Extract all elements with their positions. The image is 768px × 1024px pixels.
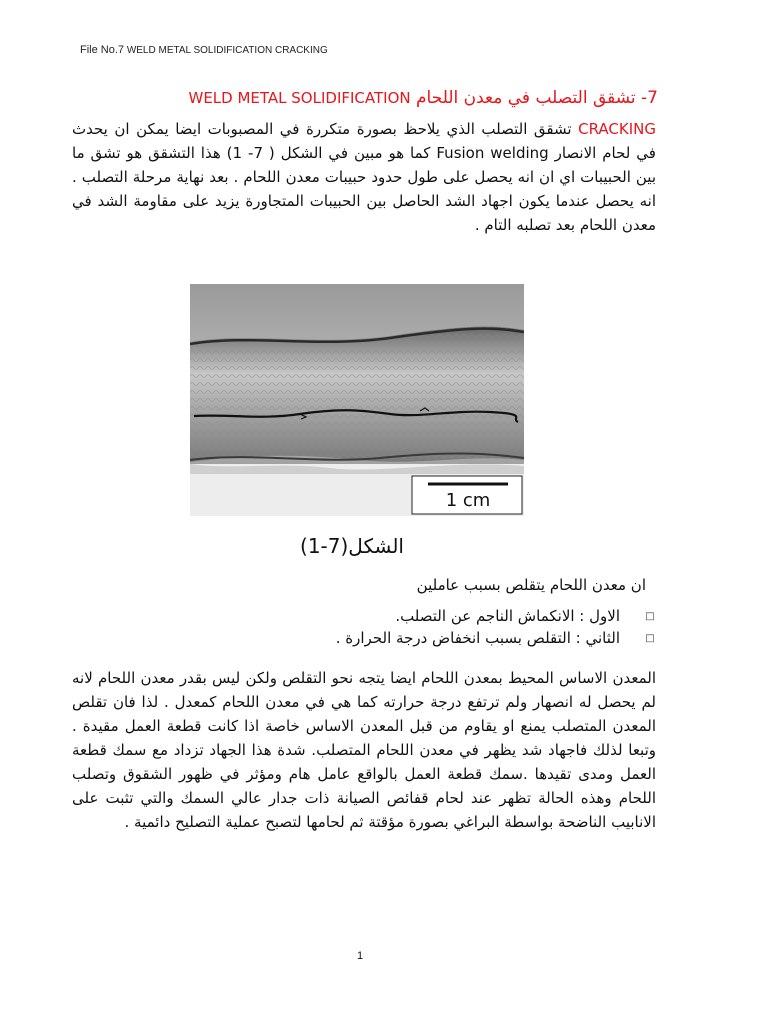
paragraph-1-line2b: كما هو مبين في الشكل ( 7-	[248, 144, 431, 162]
paragraph-2: المعدن الاساس المحيط بمعدن اللحام ايضا يتجه نحو التقلص ولكن ليس بقدر معدن اللحام لانه لم يحصل له انصهار ولم ترتفع درجة حرارته كما هي في معدن اللحام كمعدل . لذا فان تقلص المعدن المتصلب يمنع او يقاوم من قبل المعدن الاساس خاصة اذا كانت قطعة العمل مقيدة . وتبعا لذلك فاجهاد شد يظهر في معدن اللحام المتصلب. شدة هذا الجهاد تزداد مع سمك قطعة العمل ومدى تقيدها .سمك قطعة العمل بالواقع عامل هام ومؤثر في ظهور الشقوق وتصلب اللحام وهذه الحالة تظهر عند لحام قفائص الصيانة ذات جدار عالي السمك والتي تثبت على الانابيب الناضحة بواسطة البراغي بصورة مؤقتة ثم لحامها لتصبح عملية التصليح دائمية .	[72, 669, 656, 831]
bullet-icon: □	[645, 610, 655, 622]
paragraph-1-line1: تشقق التصلب الذي يلاحظ بصورة متكررة في المصبوبات ايضا	[175, 120, 572, 138]
paragraph-1-rest: 1) هذا التشقق هو تشق ما بين الحبيبات اي ان انه يحصل على طول حدود حبيبات معدن اللحام . بعد نهاية مرحلة التصلب . انه يحصل عندما يكون اجهاد الشد الحاصل بين الحبيبات المتجاورة يزيد على مقاومة الشد في معدن اللحام بعد تصلبه التام .	[72, 144, 656, 234]
weld-crack-figure	[190, 284, 524, 516]
file-title: WELD METAL SOLIDIFICATION CRACKING	[126, 45, 328, 56]
bullet-list	[336, 605, 656, 649]
section-title-arabic: 7- تشقق التصلب في معدن اللحام	[416, 88, 658, 108]
bullet-text: الاول : الانكماش الناجم عن التصلب.	[395, 607, 620, 625]
scale-label: 1 cm	[445, 490, 491, 511]
page-header	[80, 44, 328, 56]
paragraph-1-line2a: يمكن ان يحدث في لحام الانصار	[72, 120, 656, 162]
file-number: File No.7	[80, 44, 125, 56]
list-item	[336, 605, 656, 627]
section-title-english: WELD METAL SOLIDIFICATION	[188, 89, 411, 107]
list-item	[336, 627, 656, 649]
paragraph-1	[72, 117, 656, 237]
cracking-word: CRACKING	[578, 120, 656, 138]
intro-line: ان معدن اللحام يتقلص بسبب عاملين	[416, 576, 646, 594]
weld-photo	[190, 284, 524, 516]
figure-caption: الشكل(7-1)	[300, 534, 404, 558]
page-number: 1	[357, 950, 364, 962]
section-title	[72, 88, 658, 108]
bullet-icon: □	[645, 632, 655, 644]
paragraph-1-english: Fusion welding	[436, 144, 549, 162]
bullet-text: الثاني : التقلص بسبب انخفاض درجة الحرارة .	[335, 629, 620, 647]
